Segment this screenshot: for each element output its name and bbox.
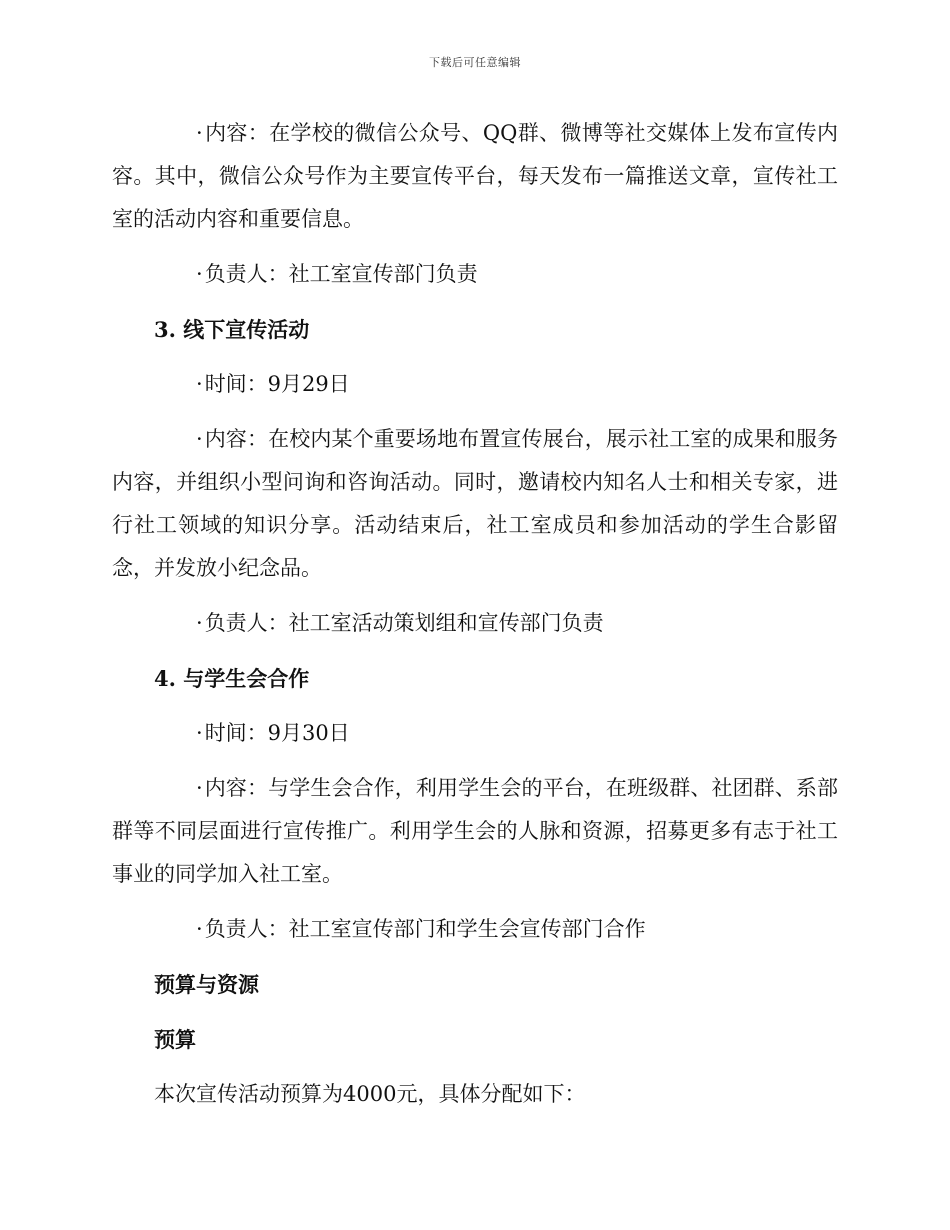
paragraph-offline-content — [112, 418, 838, 590]
paragraph-text: 内容：在校内某个重要场地布置宣传展台，展示社工室的成果和服务内容，并组织小型问询和咨询活动。同时，邀请校内知名人士和相关专家，进行社工领域的知识分享。活动结束后，社工室成员和参加活动的学生合影留念，并发放小纪念品。 — [112, 427, 838, 580]
heading-offline-promotion: 3. 线下宣传活动 — [154, 317, 310, 342]
paragraph-union-content — [112, 767, 838, 896]
paragraph-budget-intro: 本次宣传活动预算为4000元，具体分配如下： — [154, 1082, 586, 1106]
paragraph-text: 内容：在学校的微信公众号、QQ群、微博等社交媒体上发布宣传内容。其中，微信公众号作为主要宣传平台，每天发布一篇推送文章，宣传社工室的活动内容和重要信息。 — [112, 121, 838, 231]
paragraph-union-owner — [112, 908, 838, 951]
paragraph-social-media-owner — [112, 253, 838, 296]
paragraph-offline-time — [112, 363, 838, 406]
paragraph-text: 负责人：社工室宣传部门和学生会宣传部门合作 — [204, 917, 646, 941]
paragraph-text: 内容：与学生会合作，利用学生会的平台，在班级群、社团群、系部群等不同层面进行宣传推广。利用学生会的人脉和资源，招募更多有志于社工事业的同学加入社工室。 — [112, 776, 838, 886]
bullet-mark: · — [196, 121, 203, 145]
bullet-mark: · — [196, 917, 203, 941]
page-header: 下载后可任意编辑 — [429, 56, 521, 69]
paragraph-text: 时间：9月30日 — [204, 721, 350, 745]
bullet-mark: · — [196, 721, 203, 745]
paragraph-text: 时间：9月29日 — [204, 372, 350, 396]
document-body — [112, 112, 838, 1128]
heading-student-union: 4. 与学生会合作 — [154, 666, 310, 691]
bullet-mark: · — [196, 372, 203, 396]
bullet-mark: · — [196, 611, 203, 635]
paragraph-social-media-content — [112, 112, 838, 241]
bullet-mark: · — [196, 427, 203, 451]
bullet-mark: · — [196, 776, 203, 800]
paragraph-text: 负责人：社工室活动策划组和宣传部门负责 — [204, 611, 604, 635]
paragraph-offline-owner — [112, 602, 838, 645]
heading-budget-resources: 预算与资源 — [154, 972, 259, 997]
heading-budget: 预算 — [154, 1027, 196, 1052]
paragraph-union-time — [112, 712, 838, 755]
paragraph-text: 负责人：社工室宣传部门负责 — [204, 262, 478, 286]
bullet-mark: · — [196, 262, 203, 286]
